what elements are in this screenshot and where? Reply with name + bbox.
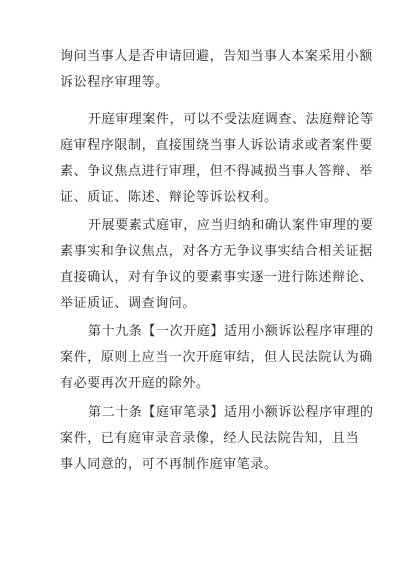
paragraph-hearing-procedure: [60, 107, 374, 211]
text-line: 直接确认，对有争议的要素事实逐一进行陈述辩论、: [60, 270, 373, 285]
text-line: 诉讼程序审理等。: [60, 75, 169, 90]
paragraph-recusal-notice: [60, 44, 373, 96]
text-line: 有必要再次开庭的除外。: [60, 376, 210, 391]
text-line: 庭审程序限制，直接围绕当事人诉讼请求或者案件要: [60, 138, 373, 153]
text-line: 事人同意的，可不再制作庭审笔录。: [60, 457, 278, 472]
text-line: 第十九条【一次开庭】适用小额诉讼程序审理的: [88, 324, 374, 339]
text-line: 开展要素式庭审，应当归纳和确认案件审理的要: [88, 218, 374, 233]
text-line: 第二十条【庭审笔录】适用小额诉讼程序审理的: [88, 405, 374, 420]
text-line: 举证质证、调查询问。: [60, 296, 197, 311]
text-line: 案件，原则上应当一次开庭审结，但人民法院认为确: [60, 350, 373, 365]
text-line: 询问当事人是否申请回避，告知当事人本案采用小额: [60, 49, 373, 64]
text-line: 开庭审理案件，可以不受法庭调查、法庭辩论等: [88, 112, 374, 127]
paragraph-article-20: [60, 400, 374, 478]
text-line: 素、争议焦点进行审理，但不得减损当事人答辩、举: [60, 164, 373, 179]
text-line: 证、质证、陈述、辩论等诉讼权利。: [60, 190, 278, 205]
text-line: 素事实和争议焦点，对各方无争议事实结合相关证据: [60, 244, 373, 259]
paragraph-article-19: [60, 319, 374, 397]
text-line: 案件，已有庭审录音录像，经人民法院告知，且当: [60, 431, 360, 446]
paragraph-element-trial: [60, 213, 374, 317]
